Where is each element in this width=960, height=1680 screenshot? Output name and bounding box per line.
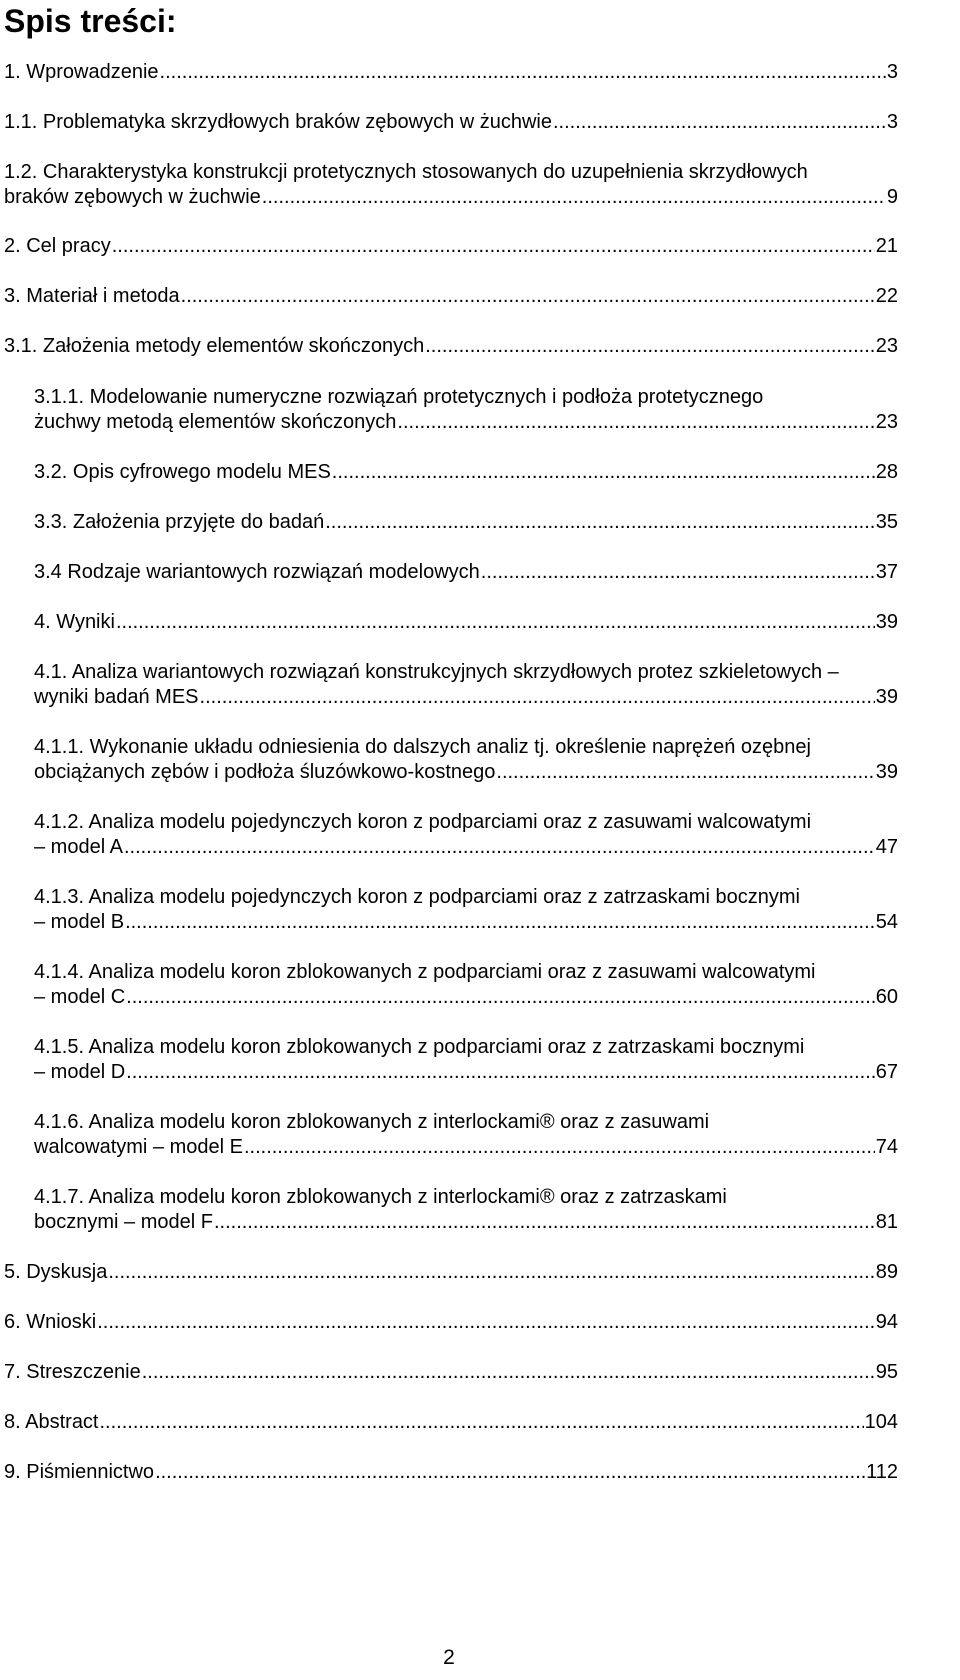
toc-page-number: 28 (875, 461, 898, 483)
toc-entry-title: braków zębowych w żuchwie (4, 186, 261, 208)
toc-entry-title-line: 4.1. Analiza wariantowych rozwiązań konstrukcyjnych skrzydłowych protez szkieletowych – (34, 661, 839, 683)
toc-dot-leader (108, 1260, 874, 1284)
toc-dot-leader (496, 760, 874, 784)
toc-dot-leader (244, 1135, 875, 1159)
toc-page-number: 37 (875, 561, 898, 583)
toc-dot-leader (262, 185, 886, 209)
toc-page-number: 39 (875, 686, 898, 708)
toc-page-number: 104 (864, 1411, 898, 1433)
toc-entry-title: 4. Wyniki (34, 611, 115, 633)
toc-entry-title: obciążanych zębów i podłoża śluzówkowo-kostnego (34, 761, 496, 783)
toc-page-number: 3 (886, 61, 898, 83)
toc-entry-title: 1.1. Problematyka skrzydłowych braków zębowych w żuchwie (4, 111, 552, 133)
toc-page-number: 54 (875, 911, 898, 933)
toc-page-number: 47 (875, 836, 898, 858)
toc-page-number: 89 (875, 1261, 898, 1283)
toc-entry[interactable] (34, 810, 898, 860)
toc-entry-title: – model D (34, 1061, 126, 1083)
toc-entry-title: 3. Materiał i metoda (4, 285, 180, 307)
toc-page-number: 9 (886, 186, 898, 208)
toc-dot-leader (142, 1360, 875, 1384)
toc-entry[interactable] (4, 334, 898, 359)
toc-entry[interactable] (34, 735, 898, 785)
toc-dot-leader (116, 610, 875, 634)
toc-dot-leader (124, 835, 875, 859)
toc-entry-title: żuchwy metodą elementów skończonych (34, 411, 397, 433)
toc-dot-leader (112, 234, 875, 258)
toc-page-number: 112 (866, 1461, 898, 1483)
toc-page-number: 23 (875, 335, 898, 357)
toc-entry[interactable] (34, 885, 898, 935)
toc-page-number: 95 (875, 1361, 898, 1383)
toc-page-number: 81 (875, 1211, 898, 1233)
toc-dot-leader (125, 910, 875, 934)
toc-entry[interactable] (4, 1310, 898, 1335)
toc-page-number: 3 (886, 111, 898, 133)
toc-dot-leader (332, 460, 875, 484)
toc-entry-title-line: 4.1.5. Analiza modelu koron zblokowanych z podparciami oraz z zatrzaskami bocznymi (34, 1036, 805, 1058)
toc-dot-leader (425, 334, 875, 358)
toc-entry-title: – model C (34, 986, 126, 1008)
toc-entry-title: 6. Wnioski (4, 1311, 97, 1333)
toc-dot-leader (100, 1410, 864, 1434)
toc-page-number: 23 (875, 411, 898, 433)
toc-entry[interactable] (34, 1110, 898, 1160)
toc-heading: Spis treści: (4, 3, 177, 39)
toc-entry-title: 3.2. Opis cyfrowego modelu MES (34, 461, 331, 483)
toc-entry-title-line: 4.1.1. Wykonanie układu odniesienia do dalszych analiz tj. określenie naprężeń ozębnej (34, 736, 811, 758)
toc-dot-leader (126, 985, 875, 1009)
toc-dot-leader (181, 284, 875, 308)
toc-entry-title: walcowatymi – model E (34, 1136, 243, 1158)
toc-dot-leader (97, 1310, 875, 1334)
toc-entry[interactable] (34, 1185, 898, 1235)
toc-entry-title: bocznymi – model F (34, 1211, 213, 1233)
page-number: 2 (443, 1646, 455, 1669)
toc-entry-title: 5. Dyskusja (4, 1261, 108, 1283)
toc-entry-title: 1. Wprowadzenie (4, 61, 159, 83)
toc-dot-leader (155, 1460, 865, 1484)
toc-entry[interactable] (34, 460, 898, 485)
toc-page-number: 94 (875, 1311, 898, 1333)
toc-dot-leader (553, 110, 886, 134)
toc-dot-leader (160, 60, 886, 84)
toc-entry-title: – model A (34, 836, 123, 858)
toc-page-number: 67 (875, 1061, 898, 1083)
toc-entry[interactable] (4, 60, 898, 85)
toc-entry-title-line: 4.1.6. Analiza modelu koron zblokowanych z interlockami® oraz z zasuwami (34, 1111, 710, 1133)
toc-entry[interactable] (4, 1260, 898, 1285)
toc-entry[interactable] (4, 160, 898, 210)
toc-entry-title: 8. Abstract (4, 1411, 99, 1433)
toc-entry-title: 7. Streszczenie (4, 1361, 141, 1383)
toc-page-number: 21 (875, 235, 898, 257)
toc-entry[interactable] (4, 284, 898, 309)
toc-page-number: 39 (875, 611, 898, 633)
toc-page-number: 74 (875, 1136, 898, 1158)
toc-entry-title-line: 4.1.7. Analiza modelu koron zblokowanych z interlockami® oraz z zatrzaskami (34, 1186, 727, 1208)
toc-entry-title-line: 3.1.1. Modelowanie numeryczne rozwiązań protetycznych i podłoża protetycznego (34, 386, 764, 408)
toc-page-number: 60 (875, 986, 898, 1008)
toc-entry[interactable] (4, 1460, 898, 1485)
toc-entry-title-line: 4.1.3. Analiza modelu pojedynczych koron z podparciami oraz z zatrzaskami bocznymi (34, 886, 800, 908)
toc-entry-title: 3.3. Założenia przyjęte do badań (34, 511, 325, 533)
toc-entry[interactable] (34, 385, 898, 435)
toc-entry-title-line: 4.1.2. Analiza modelu pojedynczych koron z podparciami oraz z zasuwami walcowatymi (34, 811, 812, 833)
toc-entry-title: 2. Cel pracy (4, 235, 111, 257)
toc-entry[interactable] (4, 1410, 898, 1435)
toc-entry[interactable] (4, 110, 898, 135)
toc-page-number: 35 (875, 511, 898, 533)
toc-dot-leader (325, 510, 875, 534)
toc-entry[interactable] (34, 610, 898, 635)
toc-entry-title: – model B (34, 911, 125, 933)
toc-entry-title-line: 4.1.4. Analiza modelu koron zblokowanych z podparciami oraz z zasuwami walcowatymi (34, 961, 816, 983)
toc-dot-leader (200, 685, 875, 709)
toc-entry-title: 9. Piśmiennictwo (4, 1461, 155, 1483)
toc-entry[interactable] (34, 660, 898, 710)
toc-entry[interactable] (34, 560, 898, 585)
toc-dot-leader (214, 1210, 875, 1234)
toc-dot-leader (397, 410, 874, 434)
toc-entry[interactable] (4, 234, 898, 259)
toc-entry[interactable] (4, 1360, 898, 1385)
toc-entry[interactable] (34, 1035, 898, 1085)
toc-entry[interactable] (34, 510, 898, 535)
toc-entry[interactable] (34, 960, 898, 1010)
toc-entry-title: 3.1. Założenia metody elementów skończonych (4, 335, 425, 357)
toc-entry-title: wyniki badań MES (34, 686, 199, 708)
toc-dot-leader (481, 560, 875, 584)
toc-page-number: 22 (875, 285, 898, 307)
toc-dot-leader (126, 1060, 875, 1084)
toc-entry-title: 3.4 Rodzaje wariantowych rozwiązań modelowych (34, 561, 480, 583)
toc-entry-title-line: 1.2. Charakterystyka konstrukcji protetycznych stosowanych do uzupełnienia skrzydłowych (4, 161, 808, 183)
toc-page-number: 39 (875, 761, 898, 783)
